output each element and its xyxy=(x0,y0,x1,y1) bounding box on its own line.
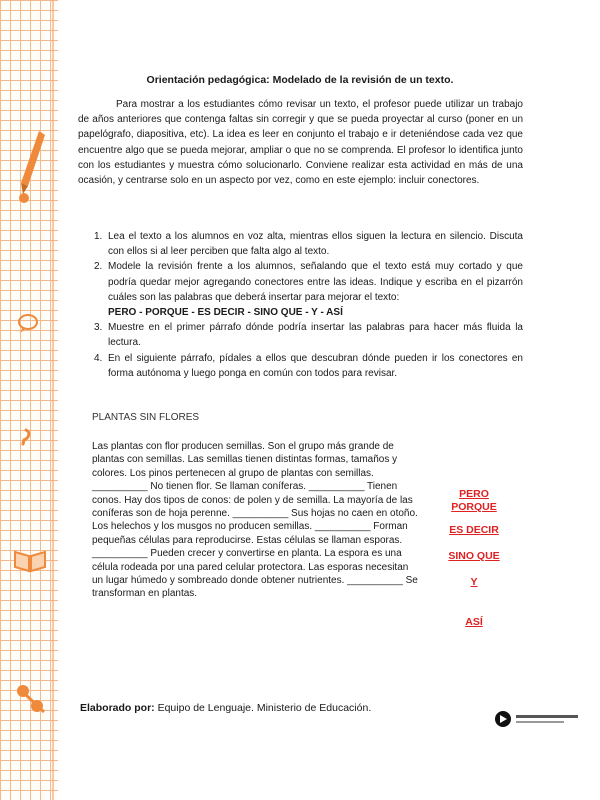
scissors-icon xyxy=(14,682,48,716)
exercise-paragraph-1: Las plantas con flor producen semillas. Son el grupo más grande de plantas con semillas. Las semillas tienen distintas formas, tamaños y colores. Los pinos pertenecen al grupo de plantas con semillas. __________ No tienen flor. Se llaman coníferas. __________ Tienen conos. Hay dos tipos de conos: de polen y de semilla. La mayoría de las coníferas son de hoja perenne. __________ Sus hojas no caen en otoño. xyxy=(92,441,418,520)
step-item xyxy=(78,229,523,259)
footer-logo-icon xyxy=(494,708,586,730)
step-number: 3. xyxy=(94,322,103,334)
connector-pero: PERO xyxy=(459,488,489,500)
connector-sino-que: SINO QUE xyxy=(448,550,500,562)
step-text: Modele la revisión frente a los alumnos, señalando que el texto está muy cortado y que podría quedar mejor agregando conectores entre las ideas. Indique y escriba en el pizarrón cuáles son las palabras que deberá insertar para mejorar el texto: xyxy=(108,261,523,303)
step-item xyxy=(78,259,523,320)
step-item xyxy=(78,320,523,350)
margin-edge xyxy=(52,0,54,800)
open-book-icon xyxy=(12,546,48,574)
exercise-paragraph-2: Los helechos y los musgos no producen semillas. __________ Forman pequeñas células para reproducirse. Estas células se llaman esporas. __________ Pueden crecer y convertirse en planta. La espora es una célula rodeada por una pared celular protectora. Las esporas necesitan un lugar húmedo y sombreado donde obtener nutrientes. __________ Se transforman en plantas. xyxy=(92,521,418,600)
step-text: Muestre en el primer párrafo dónde podría insertar las palabras para hacer más fluida la lectura. xyxy=(108,322,523,349)
connector-porque: PORQUE xyxy=(451,501,497,513)
note-icon xyxy=(18,428,32,448)
step-number: 1. xyxy=(94,231,103,242)
graph-paper-margin xyxy=(0,0,58,800)
connector-asi: ASÍ xyxy=(465,616,483,628)
credit-label: Elaborado por: xyxy=(80,702,155,714)
document-title: Orientación pedagógica: Modelado de la revisión de un texto. xyxy=(146,74,454,86)
step-text: Lea el texto a los alumnos en voz alta, mientras ellos siguen la lectura en silencio. Discuta con ellos si al leer perciben que falta algo al texto. xyxy=(108,231,523,258)
step-number: 4. xyxy=(94,352,103,364)
speech-bubble-icon xyxy=(16,312,40,336)
pencil-icon xyxy=(14,128,48,206)
connectors-line: PERO - PORQUE - ES DECIR - SINO QUE - Y - ASÍ xyxy=(108,307,343,319)
step-item xyxy=(78,351,523,381)
section-title: PLANTAS SIN FLORES xyxy=(92,412,200,423)
step-text: En el siguiente párrafo, pídales a ellos que descubran dónde pueden ir los conectores en forma autónoma y luego ponga en común con todos para revisar. xyxy=(108,352,523,379)
intro-paragraph: Para mostrar a los estudiantes cómo revisar un texto, el profesor puede utilizar un trabajo de años anteriores que contenga faltas sin corregir y que se pueda proyectar al curso (poner en un papelógrafo, diapositiva, etc). La idea es leer en conjunto el trabajo e ir deteniéndose cada vez que encuentre algo que se pueda mejorar, ampliar o que no se comprenda. El profesor lo identifica junto con los estudiantes y muestra cómo solucionarlo. Conviene realizar esta actividad en más de una ocasión, y centrarse solo en un aspecto por vez, como en este ejemplo: incluir conectores. xyxy=(78,99,523,187)
steps-list xyxy=(78,229,523,381)
step-number: 2. xyxy=(94,261,103,273)
exercise-text xyxy=(92,440,420,601)
connector-es-decir: ES DECIR xyxy=(449,524,499,536)
credit-value: Equipo de Lenguaje. Ministerio de Educación. xyxy=(154,702,372,714)
credit-line xyxy=(80,702,371,714)
connector-y: Y xyxy=(470,576,478,588)
